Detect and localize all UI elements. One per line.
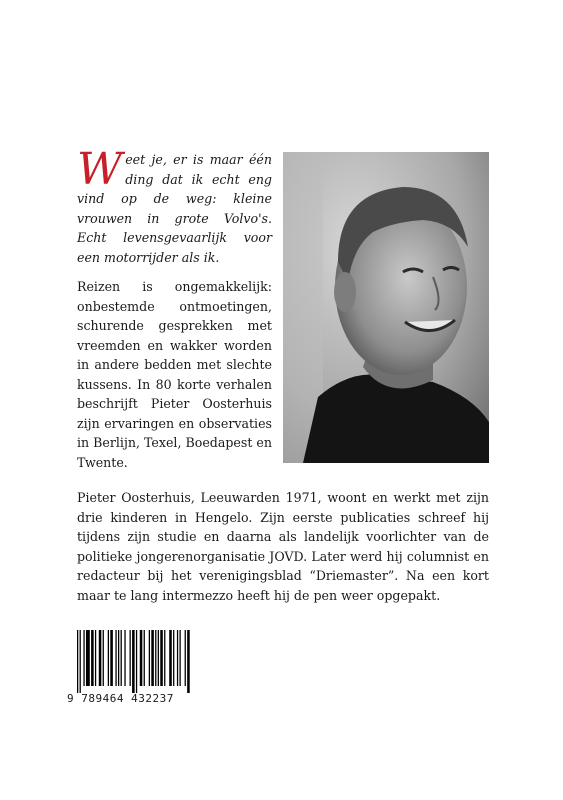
barcode-bar [124,630,125,686]
barcode-bar [151,630,154,686]
barcode-bar [118,630,119,686]
barcode-bar [140,630,143,686]
blurb-text: Reizen is ongemakkelijk: onbestemde ontmoetingen, schurende gesprekken met vreemden en wakker worden in andere bedden met slechte kussens. In 80 korte verhalen beschrijft Pieter Oosterhuis zijn ervaringen en observaties in Berlijn, Texel, Boedapest en Twente. [77,279,272,470]
drop-cap-initial: W [77,144,123,195]
isbn-barcode [67,630,192,710]
barcode-bar [155,630,156,686]
barcode-bar [169,630,172,686]
barcode-bar [95,630,96,686]
barcode-bar [187,630,190,693]
barcode-bar [144,630,145,686]
author-portrait-image [283,152,489,463]
quote-text: eet je, er is maar één ding dat ik echt eng vind op de weg: kleine vrouwen in grote Volvo's. Echt levensgevaarlijk voor een motorrijder als ik. [77,152,272,265]
barcode-bar [103,630,104,686]
author-photo [283,152,489,463]
barcode-bars [77,630,191,693]
bio-text: Pieter Oosterhuis, Leeuwarden 1971, woont en werkt met zijn drie kinderen in Hengelo. Zijn eerste publicaties schreef hij tijdens zijn studie en daarna als landelijk voorlichter van de politieke jongerenorganisatie JOVD. Later werd hij columnist en redacteur bij het verenigingsblad “Driemaster”. Na een kort maar te lang intermezzo heeft hij de pen weer opgepakt. [77,490,489,603]
barcode-bar [173,630,174,686]
barcode-bar [91,630,94,686]
barcode-bar [115,630,116,686]
barcode-bar [121,630,122,686]
barcode-bar [130,630,131,686]
barcode-bar [86,630,90,686]
barcode-bar [136,630,137,693]
barcode-bar [185,630,186,686]
barcode-bar [158,630,159,686]
barcode-bar [132,630,135,693]
barcode-bar [80,630,81,693]
barcode-bar [164,630,165,686]
barcode-bar [177,630,178,686]
book-blurb [77,277,272,472]
back-cover-quote [77,144,272,267]
barcode-bar [160,630,163,686]
barcode-bar [99,630,102,686]
author-biography [77,488,489,605]
barcode-bar [108,630,109,686]
barcode-bar [83,630,84,686]
barcode-bar [179,630,180,686]
barcode-bar [77,630,78,693]
barcode-bar [110,630,113,686]
barcode-bar [149,630,150,686]
isbn-digits: 9 789464 432237 [67,692,174,705]
